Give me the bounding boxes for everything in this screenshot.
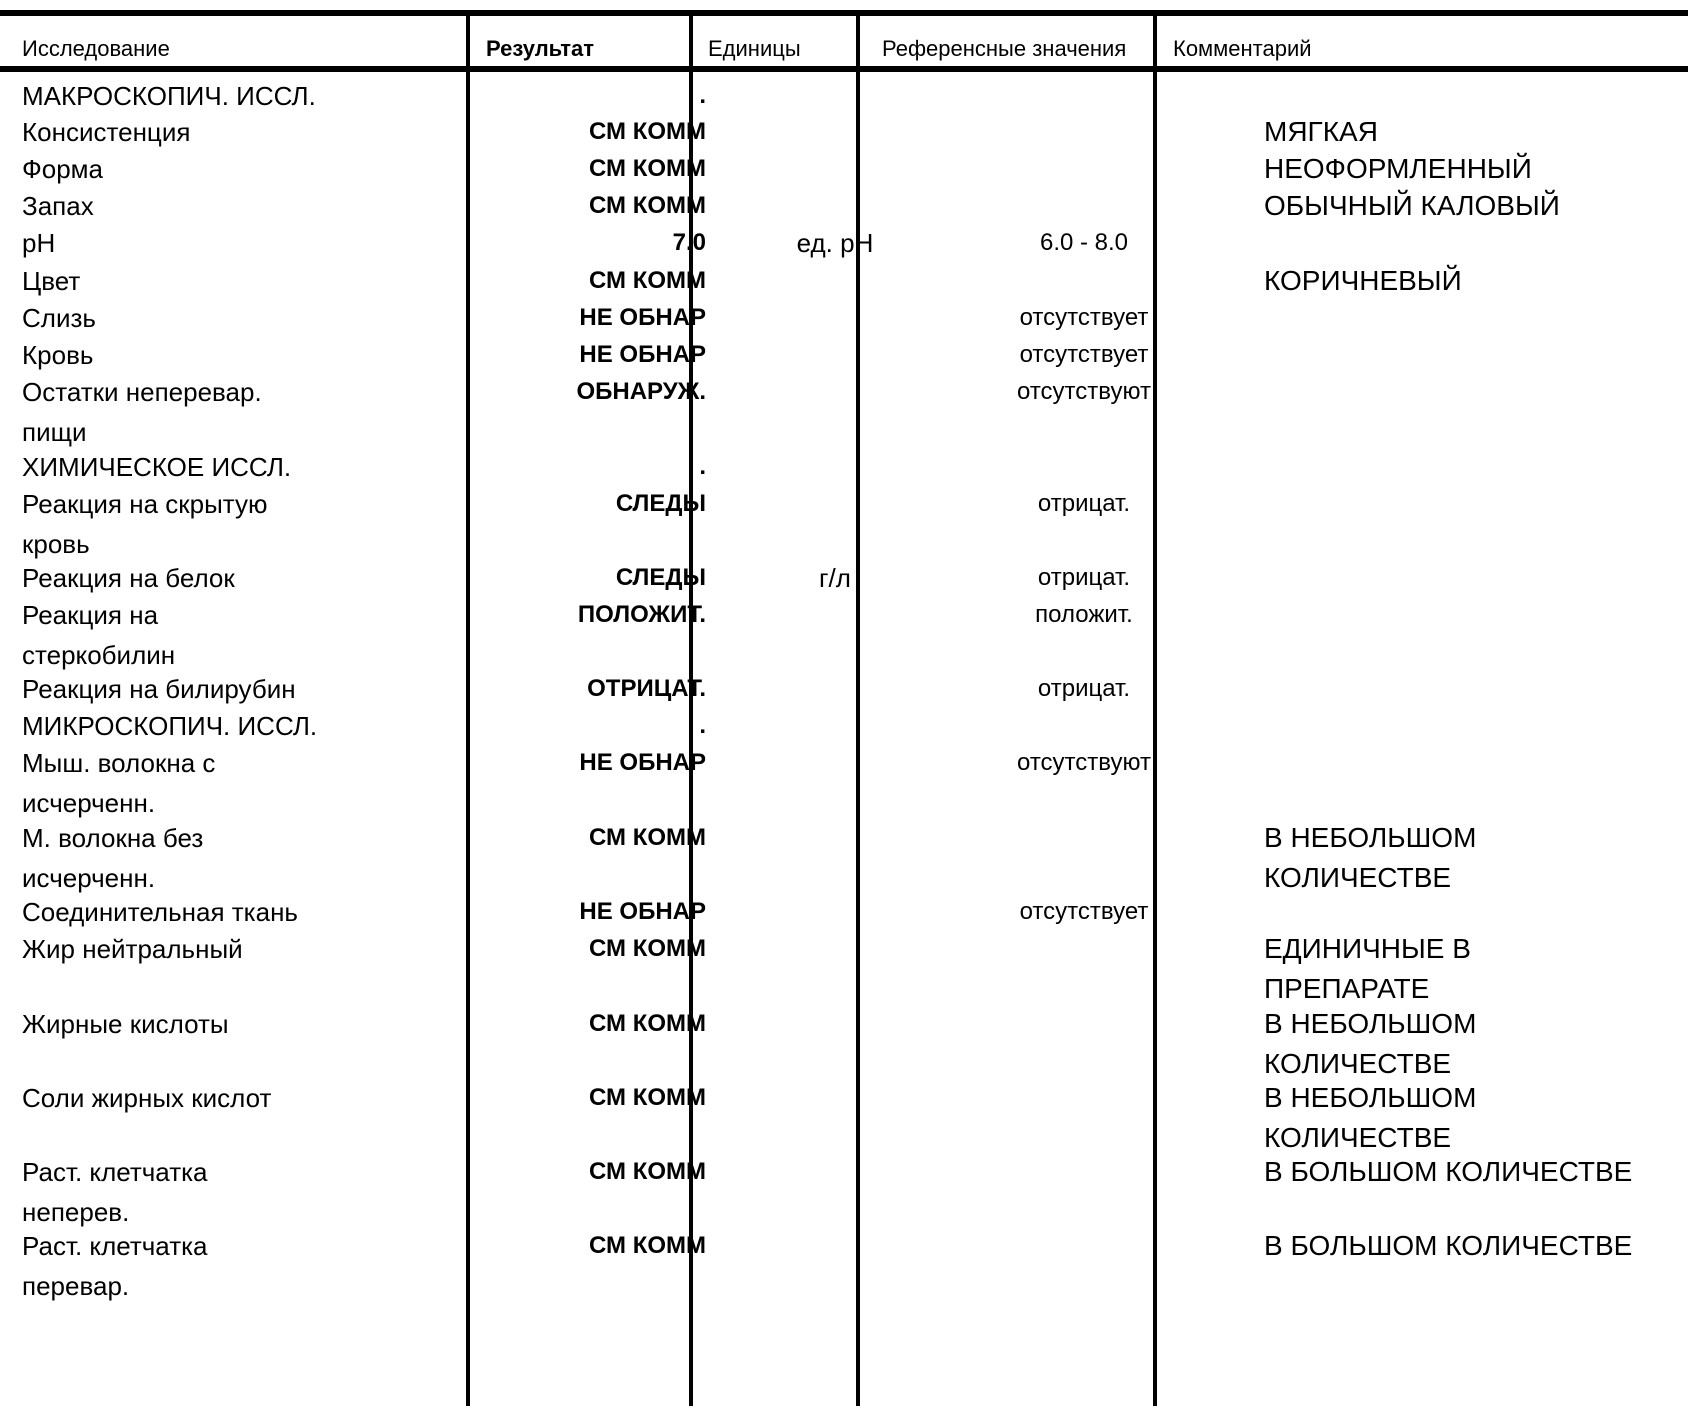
table-row	[0, 372, 1688, 447]
table-row	[0, 1226, 1688, 1301]
test-name: Слизь	[22, 303, 96, 333]
reference-value: отсутствует	[1019, 304, 1149, 331]
result-value: СЛЕДЫ	[615, 490, 706, 517]
table-row	[0, 669, 1688, 709]
table-row	[0, 1152, 1688, 1227]
comment-text: МЯГКАЯ	[1264, 116, 1378, 147]
test-name: pH	[22, 228, 56, 258]
header-reference: Референсные значения	[882, 36, 1127, 61]
reference-value: положит.	[1035, 601, 1133, 628]
reference-value: отсутствуют	[1017, 749, 1151, 776]
test-name: Цвет	[22, 266, 81, 296]
table-row	[0, 223, 1688, 263]
comment-text: В НЕБОЛЬШОМ	[1264, 1008, 1477, 1039]
test-name: М. волокна без	[22, 823, 204, 853]
comment-text: КОЛИЧЕСТВЕ	[1264, 1122, 1452, 1153]
table-row	[0, 447, 1688, 487]
units-value: г/л	[819, 563, 851, 593]
header-comment: Комментарий	[1173, 36, 1312, 61]
table-row	[0, 818, 1688, 893]
result-value: 7.0	[672, 229, 706, 256]
comment-text: ПРЕПАРАТЕ	[1264, 973, 1430, 1004]
result-value: .	[699, 453, 706, 480]
result-value: СМ КОММ	[589, 1084, 706, 1111]
result-value: СМ КОММ	[589, 118, 706, 145]
test-name: исчерченн.	[22, 863, 156, 893]
result-value: СМ КОММ	[589, 1158, 706, 1185]
test-name: пищи	[22, 417, 87, 447]
table-row	[0, 484, 1688, 559]
result-value: .	[699, 82, 706, 109]
reference-value: отсутствует	[1019, 341, 1149, 368]
test-name: Реакция на билирубин	[22, 674, 296, 704]
table-row	[0, 892, 1688, 932]
test-name: Реакция на скрытую	[22, 489, 268, 519]
test-name: Запах	[22, 191, 94, 221]
result-value: ОБНАРУЖ.	[576, 378, 706, 405]
test-name: Соединительная ткань	[22, 897, 298, 927]
table-row	[0, 335, 1688, 375]
test-name: Жир нейтральный	[22, 934, 243, 964]
result-value: СМ КОММ	[589, 824, 706, 851]
reference-value: отрицат.	[1037, 564, 1131, 591]
result-value: НЕ ОБНАР	[579, 341, 706, 368]
test-name: Форма	[22, 154, 104, 184]
table-row	[0, 298, 1688, 338]
comment-text: В БОЛЬШОМ КОЛИЧЕСТВЕ	[1264, 1230, 1633, 1261]
units-value: ед. pH	[796, 228, 874, 258]
test-name: стеркобилин	[22, 640, 176, 670]
table-top-border	[0, 10, 1688, 16]
table-row	[0, 929, 1688, 1004]
table-row	[0, 595, 1688, 670]
result-value: СМ КОММ	[589, 267, 706, 294]
comment-text: НЕОФОРМЛЕННЫЙ	[1264, 153, 1532, 184]
comment-text: КОЛИЧЕСТВЕ	[1264, 862, 1452, 893]
comment-text: В БОЛЬШОМ КОЛИЧЕСТВЕ	[1264, 1156, 1633, 1187]
result-value: НЕ ОБНАР	[579, 304, 706, 331]
header-result: Результат	[486, 36, 595, 61]
table-row	[0, 112, 1688, 152]
test-name: Консистенция	[22, 117, 191, 147]
table-row	[0, 186, 1688, 226]
test-name: кровь	[22, 529, 90, 559]
result-value: ПОЛОЖИТ.	[577, 601, 706, 628]
result-value: ОТРИЦАТ.	[587, 675, 706, 702]
header-bottom-border	[0, 66, 1688, 72]
result-value: СМ КОММ	[589, 192, 706, 219]
test-name: неперев.	[22, 1197, 130, 1227]
table-row	[0, 261, 1688, 301]
table-row	[0, 1078, 1688, 1153]
comment-text: В НЕБОЛЬШОМ	[1264, 1082, 1477, 1113]
result-value: СМ КОММ	[589, 1010, 706, 1037]
result-value: НЕ ОБНАР	[579, 749, 706, 776]
table-row	[0, 706, 1688, 746]
test-name: Остатки неперевар.	[22, 377, 262, 407]
test-name: МАКРОСКОПИЧ. ИССЛ.	[22, 81, 316, 111]
test-name: исчерченн.	[22, 788, 156, 818]
comment-text: КОРИЧНЕВЫЙ	[1264, 265, 1462, 296]
test-name: Реакция на	[22, 600, 159, 630]
comment-text: ЕДИНИЧНЫЕ В	[1264, 933, 1471, 964]
test-name: Реакция на белок	[22, 563, 235, 593]
result-value: СМ КОММ	[589, 155, 706, 182]
table-row	[0, 1004, 1688, 1079]
test-name: МИКРОСКОПИЧ. ИССЛ.	[22, 711, 318, 741]
test-name: Соли жирных кислот	[22, 1083, 272, 1113]
table-row	[0, 743, 1688, 818]
table-row	[0, 76, 1688, 116]
result-value: .	[699, 712, 706, 739]
table-row	[0, 558, 1688, 598]
reference-value: отрицат.	[1037, 490, 1131, 517]
test-name: Раст. клетчатка	[22, 1231, 208, 1261]
comment-text: В НЕБОЛЬШОМ	[1264, 822, 1477, 853]
test-name: перевар.	[22, 1271, 130, 1301]
result-value: СЛЕДЫ	[615, 564, 706, 591]
comment-text: ОБЫЧНЫЙ КАЛОВЫЙ	[1264, 190, 1560, 221]
reference-value: отрицат.	[1037, 675, 1131, 702]
result-value: НЕ ОБНАР	[579, 898, 706, 925]
header-test: Исследование	[22, 36, 170, 61]
header-units: Единицы	[708, 36, 801, 61]
table-row	[0, 149, 1688, 189]
test-name: Кровь	[22, 340, 94, 370]
reference-value: 6.0 - 8.0	[1039, 229, 1129, 256]
test-name: Мыш. волокна с	[22, 748, 216, 778]
reference-value: отсутствуют	[1017, 378, 1151, 405]
reference-value: отсутствует	[1019, 898, 1149, 925]
test-name: Раст. клетчатка	[22, 1157, 208, 1187]
test-name: Жирные кислоты	[22, 1009, 229, 1039]
result-value: СМ КОММ	[589, 1232, 706, 1259]
test-name: ХИМИЧЕСКОЕ ИССЛ.	[22, 452, 292, 482]
comment-text: КОЛИЧЕСТВЕ	[1264, 1048, 1452, 1079]
result-value: СМ КОММ	[589, 935, 706, 962]
